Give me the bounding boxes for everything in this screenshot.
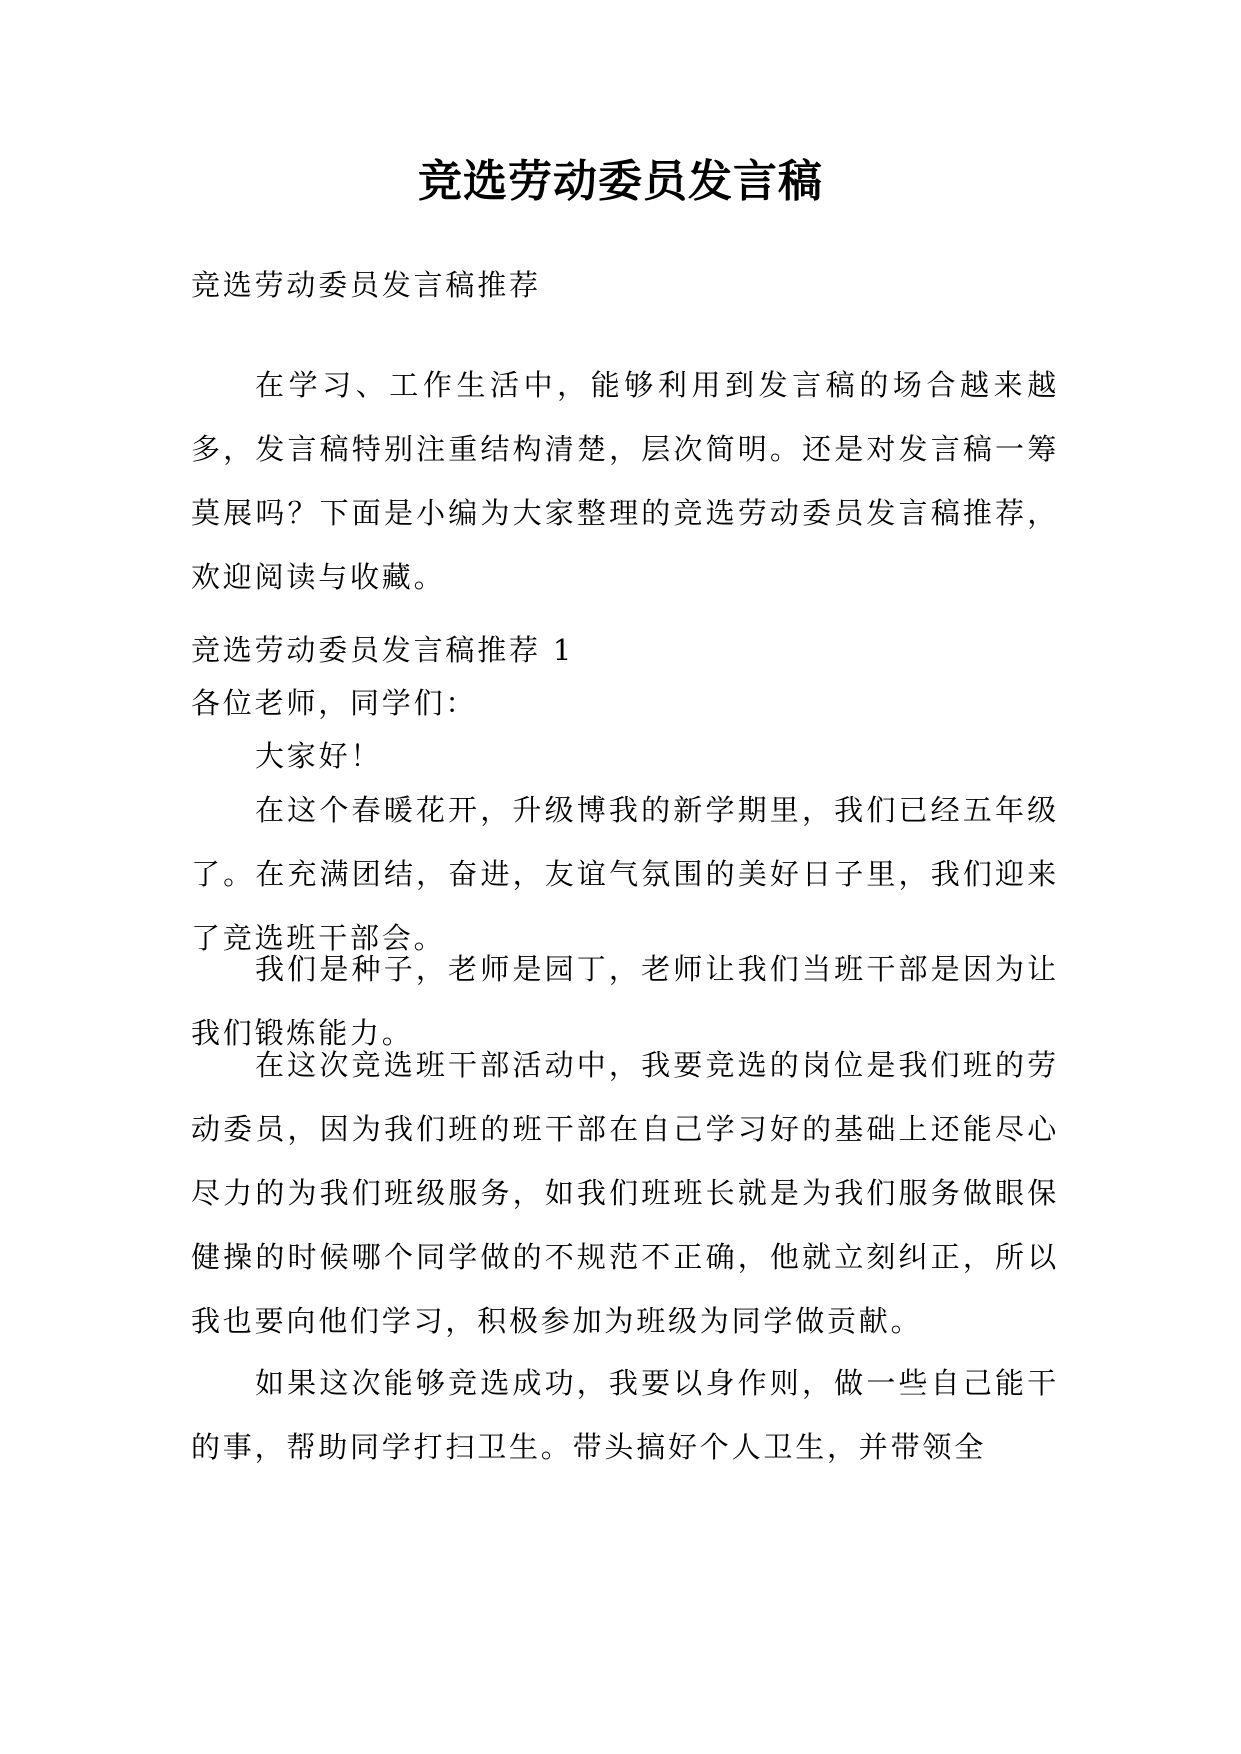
- section-heading: 竞选劳动委员发言稿推荐 1: [191, 633, 575, 667]
- greeting: 大家好！: [255, 739, 383, 773]
- body-paragraph: 在这个春暖花开，升级博我的新学期里，我们已经五年级了。在充满团结，奋进，友谊气氛围的美好日子里，我们迎来了竞选班干部会。: [191, 793, 1059, 955]
- body-paragraph: 如果这次能够竞选成功，我要以身作则，做一些自己能干的事，帮助同学打扫卫生。带头搞好个人卫生，并带领全: [191, 1366, 1059, 1464]
- intro-paragraph: 在学习、工作生活中，能够利用到发言稿的场合越来越多，发言稿特别注重结构清楚，层次简明。还是对发言稿一筹莫展吗？下面是小编为大家整理的竞选劳动委员发言稿推荐，欢迎阅读与收藏。: [191, 368, 1059, 594]
- body-paragraph: 我们是种子，老师是园丁，老师让我们当班干部是因为让我们锻炼能力。: [191, 952, 1059, 1050]
- document-subtitle: 竞选劳动委员发言稿推荐: [191, 268, 541, 302]
- salutation: 各位老师，同学们：: [191, 686, 478, 720]
- document-title: 竞选劳动委员发言稿: [418, 156, 823, 207]
- body-paragraph: 在这次竞选班干部活动中，我要竞选的岗位是我们班的劳动委员，因为我们班的班干部在自己学习好的基础上还能尽心尽力的为我们班级服务，如我们班班长就是为我们服务做眼保健操的时候哪个同学做的不规范不正确，他就立刻纠正，所以我也要向他们学习，积极参加为班级为同学做贡献。: [191, 1048, 1059, 1338]
